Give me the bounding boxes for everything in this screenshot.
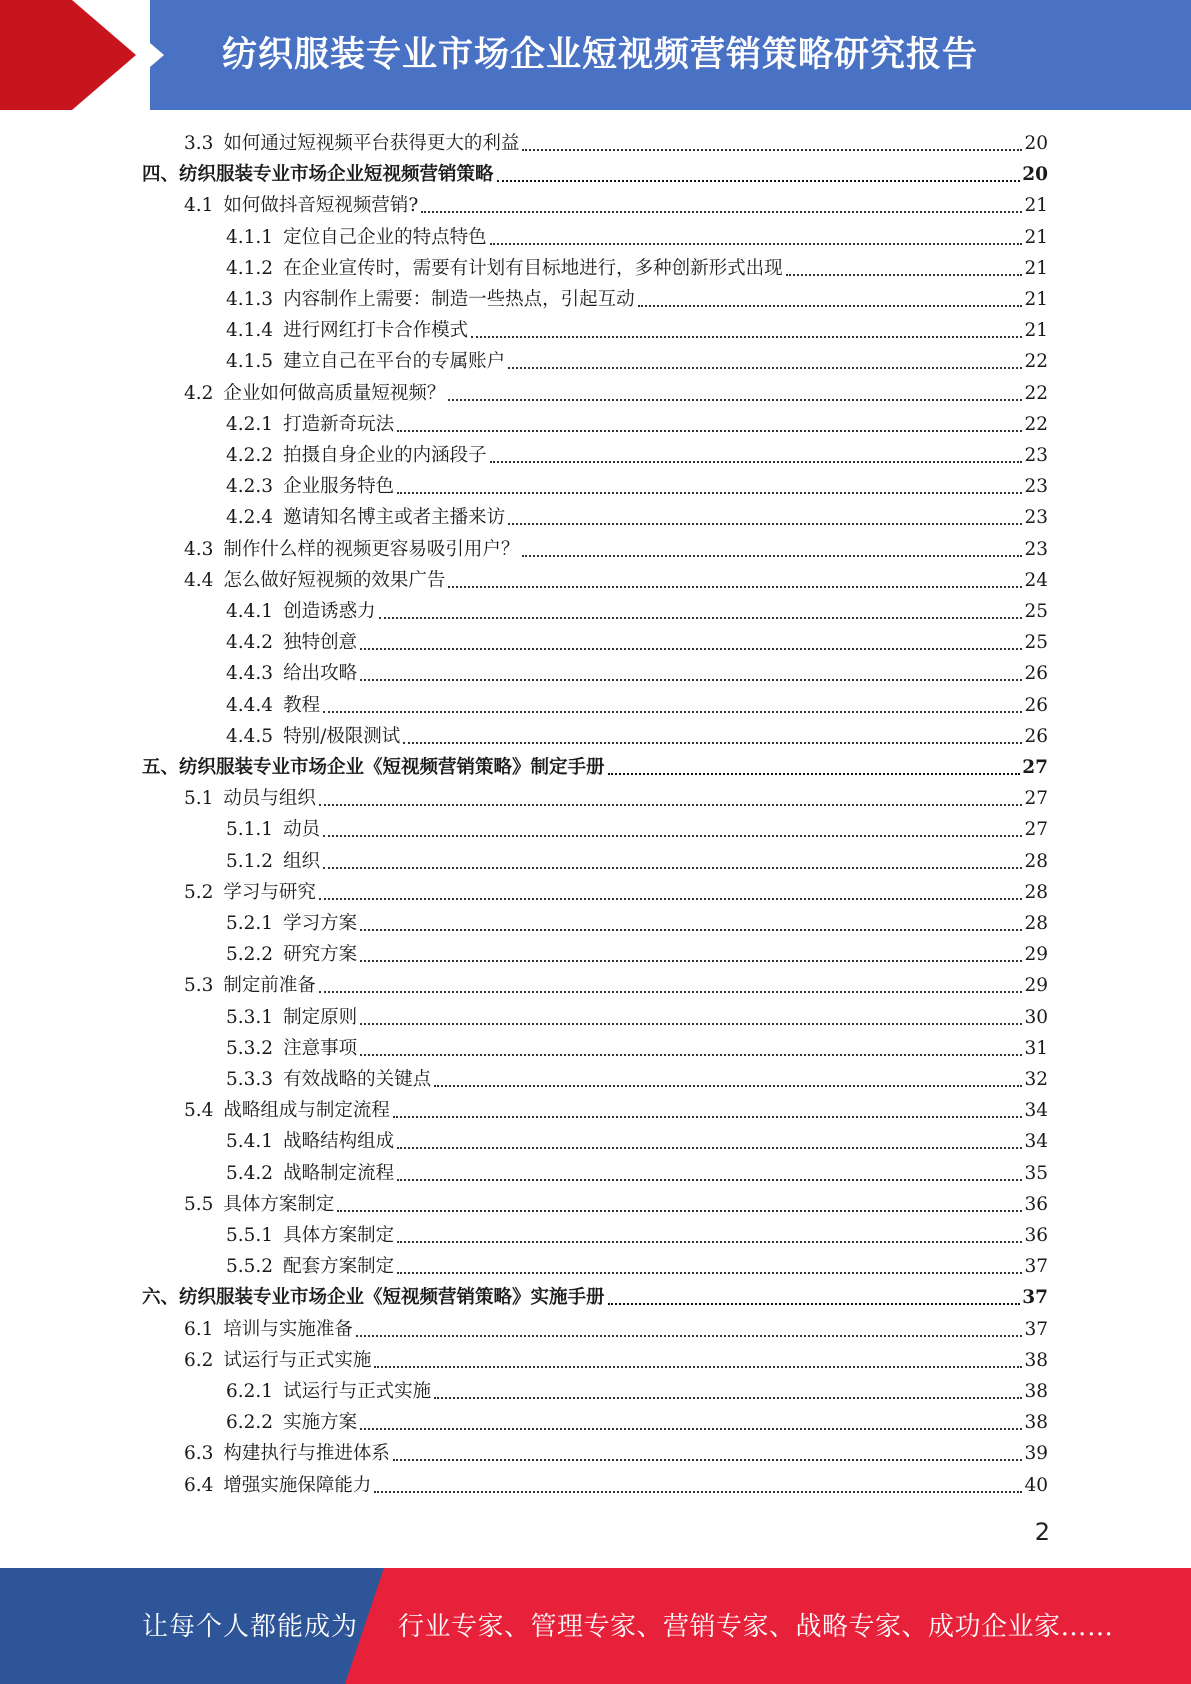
page-header [0, 0, 1191, 110]
toc-entry-title: 怎么做好短视频的效果广告 [223, 569, 446, 591]
toc-entry[interactable] [184, 128, 1048, 159]
toc-entry-number: 4.4.1 [226, 601, 274, 622]
toc-entry-number: 6.3 [184, 1443, 214, 1465]
toc-dot-leader [374, 1489, 1022, 1493]
toc-entry-number: 5.3.2 [226, 1037, 274, 1059]
toc-entry-title: 定位自己企业的特点特色 [283, 226, 487, 248]
toc-entry-page: 28 [1024, 913, 1048, 934]
toc-entry-page: 29 [1024, 944, 1048, 966]
toc-entry-title: 动员 [283, 819, 321, 841]
toc-entry-title: 战略结构组成 [283, 1131, 395, 1153]
toc-entry-page: 24 [1024, 569, 1048, 591]
toc-entry-title: 学习方案 [283, 913, 358, 934]
toc-entry-title: 拍摄自身企业的内涵段子 [283, 445, 487, 466]
toc-entry[interactable] [226, 690, 1048, 721]
toc-dot-leader [608, 771, 1021, 775]
toc-entry-page: 37 [1022, 1287, 1048, 1309]
toc-entry[interactable] [226, 814, 1048, 845]
toc-entry-number: 6.2.2 [226, 1412, 274, 1434]
toc-entry-number: 5.3 [184, 975, 214, 997]
toc-entry-page: 31 [1024, 1037, 1048, 1059]
toc-dot-leader [508, 521, 1022, 525]
toc-entry-page: 26 [1024, 694, 1048, 716]
toc-entry-page: 38 [1024, 1381, 1048, 1402]
toc-entry[interactable] [184, 1345, 1048, 1376]
toc-entry-page: 37 [1024, 1318, 1048, 1340]
toc-entry-page: 20 [1024, 133, 1048, 154]
toc-dot-leader [323, 709, 1022, 713]
toc-entry-page: 35 [1024, 1162, 1048, 1184]
toc-entry[interactable] [226, 1002, 1048, 1033]
toc-entry[interactable] [184, 378, 1048, 409]
toc-entry-number: 5.4.2 [226, 1162, 274, 1184]
toc-entry-page: 26 [1024, 663, 1048, 685]
toc-entry-title: 构建执行与推进体系 [223, 1443, 390, 1465]
toc-entry-page: 21 [1024, 320, 1048, 342]
toc-entry-page: 28 [1024, 850, 1048, 872]
toc-entry-number: 5.5.1 [226, 1225, 274, 1246]
toc-entry[interactable] [226, 721, 1048, 752]
toc-dot-leader [319, 989, 1023, 993]
toc-entry-title: 研究方案 [283, 944, 358, 966]
toc-entry[interactable] [184, 565, 1048, 596]
toc-entry-number: 4.4 [184, 569, 214, 591]
toc-entry-title: 试运行与正式实施 [283, 1381, 432, 1402]
toc-dot-leader [397, 428, 1022, 432]
toc-dot-leader [319, 802, 1023, 806]
toc-dot-leader [786, 272, 1023, 276]
toc-entry[interactable] [226, 846, 1048, 877]
toc-entry[interactable] [226, 1251, 1048, 1282]
toc-entry[interactable] [226, 1220, 1048, 1251]
toc-entry[interactable] [226, 440, 1048, 471]
toc-entry-title: 如何做抖音短视频营销? [223, 195, 419, 217]
toc-entry-title: 试运行与正式实施 [223, 1349, 372, 1371]
toc-dot-leader [434, 1395, 1022, 1399]
toc-entry-number: 4.4.3 [226, 663, 274, 685]
toc-entry-page: 40 [1024, 1474, 1048, 1496]
toc-entry-page: 34 [1024, 1131, 1048, 1153]
toc-entry[interactable] [184, 783, 1048, 814]
toc-dot-leader [434, 1083, 1022, 1087]
toc-entry[interactable] [226, 409, 1048, 440]
toc-entry-number: 4.1.5 [226, 351, 274, 373]
toc-dot-leader [360, 1052, 1022, 1056]
toc-entry[interactable] [184, 970, 1048, 1001]
toc-dot-leader [374, 1364, 1022, 1368]
toc-entry[interactable] [184, 1314, 1048, 1345]
toc-entry-number: 6.1 [184, 1318, 214, 1340]
toc-entry-page: 21 [1024, 257, 1048, 279]
toc-entry-title: 制定原则 [283, 1006, 358, 1028]
toc-entry-number: 5.4 [184, 1100, 214, 1122]
page-number: 2 [1034, 1518, 1050, 1546]
toc-dot-leader [490, 241, 1023, 245]
toc-dot-leader [397, 1145, 1022, 1149]
toc-entry-page: 23 [1024, 445, 1048, 466]
toc-entry-number: 4.2 [184, 382, 214, 404]
toc-dot-leader [490, 459, 1023, 463]
toc-entry-page: 22 [1024, 413, 1048, 435]
toc-entry-page: 23 [1024, 538, 1048, 560]
toc-entry[interactable] [142, 1282, 1048, 1313]
toc-entry[interactable] [226, 284, 1048, 315]
toc-entry-page: 20 [1022, 164, 1048, 186]
toc-entry-number: 4.2.1 [226, 413, 274, 435]
toc-entry-page: 23 [1024, 507, 1048, 529]
toc-entry-number: 4.1.1 [226, 226, 274, 248]
toc-entry-title: 企业如何做高质量短视频？ [223, 382, 446, 404]
toc-entry-number: 4.1.3 [226, 289, 274, 310]
toc-entry[interactable] [226, 658, 1048, 689]
toc-entry-page: 30 [1024, 1006, 1048, 1028]
toc-entry-title: 在企业宣传时，需要有计划有目标地进行，多种创新形式出现 [283, 257, 783, 279]
toc-entry-number: 5.4.1 [226, 1131, 274, 1153]
footer-slogan-left: 让每个人都能成为 [142, 1612, 359, 1642]
toc-entry-number: 6.2.1 [226, 1381, 274, 1402]
toc-dot-leader [403, 740, 1022, 744]
toc-entry-page: 38 [1024, 1412, 1048, 1434]
toc-entry-title: 注意事项 [283, 1037, 358, 1059]
toc-entry[interactable] [184, 534, 1048, 565]
toc-entry[interactable] [184, 1470, 1048, 1501]
toc-dot-leader [337, 1208, 1022, 1212]
toc-entry-number: 6.2 [184, 1349, 214, 1371]
toc-entry-title: 有效战略的关键点 [283, 1069, 432, 1090]
toc-entry[interactable] [226, 1064, 1048, 1095]
toc-entry-page: 22 [1024, 351, 1048, 373]
toc-entry[interactable] [184, 877, 1048, 908]
toc-entry[interactable] [226, 627, 1048, 658]
toc-dot-leader [448, 397, 1022, 401]
toc-entry-number: 5.5.2 [226, 1256, 274, 1278]
toc-entry-page: 27 [1024, 788, 1048, 810]
toc-entry-number: 4.2.2 [226, 445, 274, 466]
toc-entry-number: 5.1.1 [226, 819, 274, 841]
toc-entry[interactable] [184, 1438, 1048, 1469]
toc-entry-number: 4.2.4 [226, 507, 274, 529]
toc-entry-title: 给出攻略 [283, 663, 358, 685]
toc-entry-page: 27 [1022, 757, 1048, 778]
toc-entry-page: 27 [1024, 819, 1048, 841]
toc-entry[interactable] [226, 346, 1048, 377]
toc-entry-page: 28 [1024, 881, 1048, 903]
toc-entry[interactable] [226, 253, 1048, 284]
toc-dot-leader [608, 1301, 1021, 1305]
toc-entry-title: 组织 [283, 850, 321, 872]
toc-entry-title: 建立自己在平台的专属账户 [283, 351, 506, 373]
toc-entry-title: 打造新奇玩法 [283, 413, 395, 435]
toc-entry-title: 独特创意 [283, 632, 358, 654]
toc-dot-leader [360, 646, 1022, 650]
toc-dot-leader [471, 334, 1022, 338]
toc-entry-number: 5.2 [184, 881, 214, 903]
toc-entry-title: 配套方案制定 [283, 1256, 395, 1278]
toc-entry-number: 4.2.3 [226, 476, 274, 498]
toc-entry-page: 21 [1024, 289, 1048, 310]
toc-entry-title: 战略组成与制定流程 [223, 1100, 390, 1122]
toc-entry-title: 实施方案 [283, 1412, 358, 1434]
toc-entry-number: 4.4.2 [226, 632, 274, 654]
toc-entry-title: 增强实施保障能力 [223, 1474, 372, 1496]
toc-dot-leader [497, 178, 1021, 182]
toc-entry-title: 动员与组织 [223, 788, 316, 810]
toc-dot-leader [522, 553, 1022, 557]
toc-entry-title: 特别/极限测试 [283, 725, 401, 747]
toc-entry-page: 29 [1024, 975, 1048, 997]
toc-entry[interactable] [226, 939, 1048, 970]
toc-entry-title: 企业服务特色 [283, 476, 395, 498]
toc-entry[interactable] [142, 159, 1048, 190]
toc-dot-leader [508, 365, 1022, 369]
toc-entry-title: 六、纺织服装专业市场企业《短视频营销策略》实施手册 [142, 1287, 605, 1309]
toc-entry-number: 5.1 [184, 788, 214, 810]
toc-entry-page: 38 [1024, 1349, 1048, 1371]
toc-dot-leader [421, 209, 1022, 213]
toc-dot-leader [360, 677, 1022, 681]
toc-entry-title: 具体方案制定 [223, 1193, 335, 1215]
toc-entry-number: 4.4.5 [226, 725, 274, 747]
toc-entry-number: 5.1.2 [226, 850, 274, 872]
toc-dot-leader [397, 1270, 1022, 1274]
toc-entry[interactable] [226, 1376, 1048, 1407]
toc-entry[interactable] [226, 1033, 1048, 1064]
toc-dot-leader [323, 833, 1022, 837]
toc-entry-title: 如何通过短视频平台获得更大的利益 [223, 133, 520, 154]
toc-entry-title: 学习与研究 [223, 881, 316, 903]
toc-dot-leader [360, 958, 1022, 962]
toc-entry-number: 5.3.3 [226, 1069, 274, 1090]
toc-entry-number: 5.2.1 [226, 913, 274, 934]
toc-entry-title: 邀请知名博主或者主播来访 [283, 507, 506, 529]
toc-entry[interactable] [226, 502, 1048, 533]
toc-entry-page: 37 [1024, 1256, 1048, 1278]
toc-entry-page: 36 [1024, 1225, 1048, 1246]
toc-dot-leader [319, 896, 1023, 900]
toc-entry-title: 内容制作上需要：制造一些热点，引起互动 [283, 289, 635, 310]
toc-dot-leader [360, 927, 1022, 931]
toc-entry-page: 23 [1024, 476, 1048, 498]
toc-entry-number: 5.2.2 [226, 944, 274, 966]
toc-entry-page: 36 [1024, 1193, 1048, 1215]
footer-slogan-right: 行业专家、管理专家、营销专家、战略专家、成功企业家…… [398, 1612, 1114, 1642]
toc-dot-leader [323, 865, 1022, 869]
toc-dot-leader [397, 490, 1022, 494]
toc-entry-title: 进行网红打卡合作模式 [283, 320, 469, 342]
toc-entry[interactable] [184, 1189, 1048, 1220]
toc-dot-leader [638, 303, 1023, 307]
toc-entry[interactable] [184, 190, 1048, 221]
toc-entry[interactable] [226, 1407, 1048, 1438]
page-footer [0, 1568, 1191, 1684]
toc-entry-title: 战略制定流程 [283, 1162, 395, 1184]
toc-entry-number: 6.4 [184, 1474, 214, 1496]
toc-entry-number: 4.1.4 [226, 320, 274, 342]
toc-entry[interactable] [226, 1126, 1048, 1157]
toc-entry[interactable] [226, 222, 1048, 253]
toc-entry-title: 培训与实施准备 [223, 1318, 353, 1340]
toc-entry-page: 22 [1024, 382, 1048, 404]
toc-entry-number: 4.3 [184, 538, 214, 560]
toc-entry-number: 4.1 [184, 195, 214, 217]
toc-dot-leader [360, 1426, 1022, 1430]
toc-entry-page: 21 [1024, 195, 1048, 217]
toc-entry-number: 5.5 [184, 1193, 214, 1215]
toc-entry-page: 32 [1024, 1069, 1048, 1090]
toc-dot-leader [397, 1177, 1022, 1181]
toc-entry-page: 25 [1024, 601, 1048, 622]
toc-entry[interactable] [142, 752, 1048, 783]
toc-entry-page: 26 [1024, 725, 1048, 747]
toc-entry-title: 四、纺织服装专业市场企业短视频营销策略 [142, 164, 494, 186]
toc-entry-page: 21 [1024, 226, 1048, 248]
toc-entry-title: 具体方案制定 [283, 1225, 395, 1246]
toc-dot-leader [522, 147, 1022, 151]
toc-entry-number: 5.3.1 [226, 1006, 274, 1028]
toc-dot-leader [397, 1239, 1022, 1243]
toc-entry-number: 3.3 [184, 133, 214, 154]
toc-entry[interactable] [226, 596, 1048, 627]
toc-entry[interactable] [226, 1158, 1048, 1189]
toc-dot-leader [356, 1333, 1023, 1337]
toc-entry-number: 4.4.4 [226, 694, 274, 716]
toc-entry-title: 教程 [283, 694, 321, 716]
toc-entry[interactable] [184, 1095, 1048, 1126]
toc-entry-page: 39 [1024, 1443, 1048, 1465]
toc-dot-leader [393, 1114, 1023, 1118]
toc-entry[interactable] [226, 908, 1048, 939]
toc-entry-title: 制作什么样的视频更容易吸引用户？ [223, 538, 520, 560]
toc-dot-leader [360, 1021, 1022, 1025]
toc-dot-leader [379, 615, 1023, 619]
toc-dot-leader [448, 584, 1022, 588]
toc-entry-title: 创造诱惑力 [283, 601, 376, 622]
toc-entry-title: 制定前准备 [223, 975, 316, 997]
toc-entry-page: 25 [1024, 632, 1048, 654]
toc-entry[interactable] [226, 315, 1048, 346]
toc-entry-title: 五、纺织服装专业市场企业《短视频营销策略》制定手册 [142, 757, 605, 778]
document-title: 纺织服装专业市场企业短视频营销策略研究报告 [222, 35, 979, 75]
toc-entry[interactable] [226, 471, 1048, 502]
toc-entry-number: 4.1.2 [226, 257, 274, 279]
toc-entry-page: 34 [1024, 1100, 1048, 1122]
toc-dot-leader [393, 1457, 1023, 1461]
